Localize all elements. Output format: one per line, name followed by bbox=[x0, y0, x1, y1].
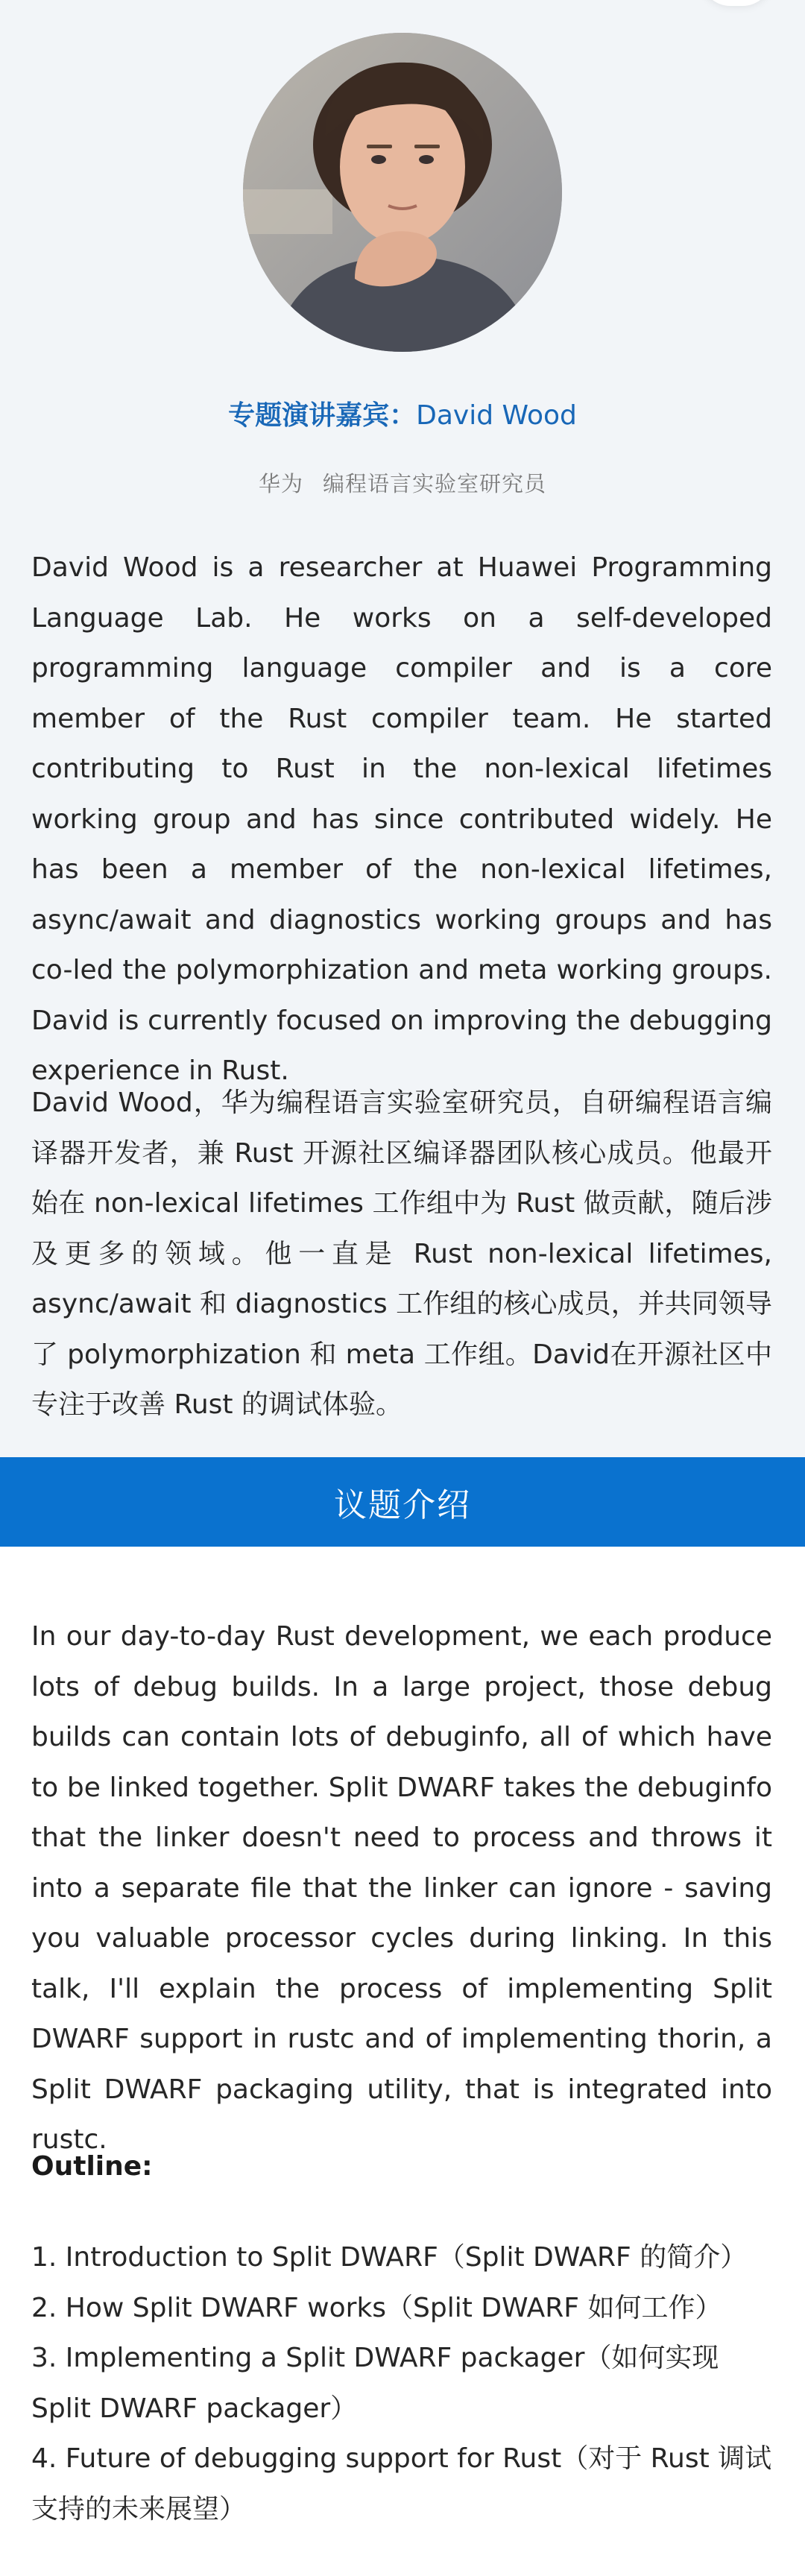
outline-heading: Outline: bbox=[31, 2151, 153, 2182]
section-banner bbox=[0, 1457, 805, 1547]
speaker-role-label: 专题演讲嘉宾： bbox=[228, 400, 417, 431]
topic-section bbox=[0, 1547, 805, 2576]
speaker-avatar bbox=[243, 33, 562, 352]
speaker-bio-chinese: David Wood，华为编程语言实验室研究员，自研编程语言编译器开发者，兼 Rust 开源社区编译器团队核心成员。他最开始在 non-lexical lifetimes 工作组中为 Rust 做贡献，随后涉及更多的领域。他一直是 Rust non-lexical lifetimes, async/await 和 diagnostics 工作组的核心成员，并共同领导了 polymorphization 和 meta 工作组。David在开源社区中专注于改善 Rust 的调试体验。 bbox=[31, 1087, 772, 1420]
outline-item: 2. How Split DWARF works（Split DWARF 如何工作） bbox=[31, 2292, 722, 2323]
topic-abstract: In our day-to-day Rust development, we each produce lots of debug builds. In a large project, those debug builds can contain lots of debuginfo, all of which have to be linked together. Split DWARF takes the debuginfo that the linker doesn't need to process and throws it into a separate file that the linker can ignore - saving you valuable processor cycles during linking. In this talk, I'll explain the process of implementing Split DWARF support in rustc and of implementing thorin, a Split DWARF packaging utility, that is integrated into rustc. bbox=[31, 1621, 772, 2155]
section-title: 议题介绍 bbox=[334, 1486, 471, 1524]
outline-item: 1. Introduction to Split DWARF（Split DWARF 的简介） bbox=[31, 2242, 748, 2273]
speaker-title bbox=[0, 400, 805, 432]
speaker-photo bbox=[243, 33, 562, 352]
outline-list bbox=[31, 2232, 772, 2534]
outline-item: 4. Future of debugging support for Rust（对于 Rust 调试支持的未来展望） bbox=[31, 2443, 772, 2525]
speaker-affiliation bbox=[0, 471, 805, 497]
outline-item: 3. Implementing a Split DWARF packager（如何实现 Split DWARF packager） bbox=[31, 2343, 719, 2424]
speaker-organization: 华为 bbox=[258, 471, 303, 496]
speaker-position: 编程语言实验室研究员 bbox=[323, 471, 547, 496]
floating-action-button[interactable] bbox=[701, 0, 772, 6]
speaker-bio-english: David Wood is a researcher at Huawei Programming Language Lab. He works on a self-developed programming language compiler and is a core member of the Rust compiler team. He started contributing to Rust in the non-lexical lifetimes working group and has since contributed widely. He has been a member of the non-lexical lifetimes, async/await and diagnostics working groups and has co-led the polymorphization and meta working groups. David is currently focused on improving the debugging experience in Rust. bbox=[31, 552, 772, 1086]
speaker-name: David Wood bbox=[416, 400, 577, 431]
